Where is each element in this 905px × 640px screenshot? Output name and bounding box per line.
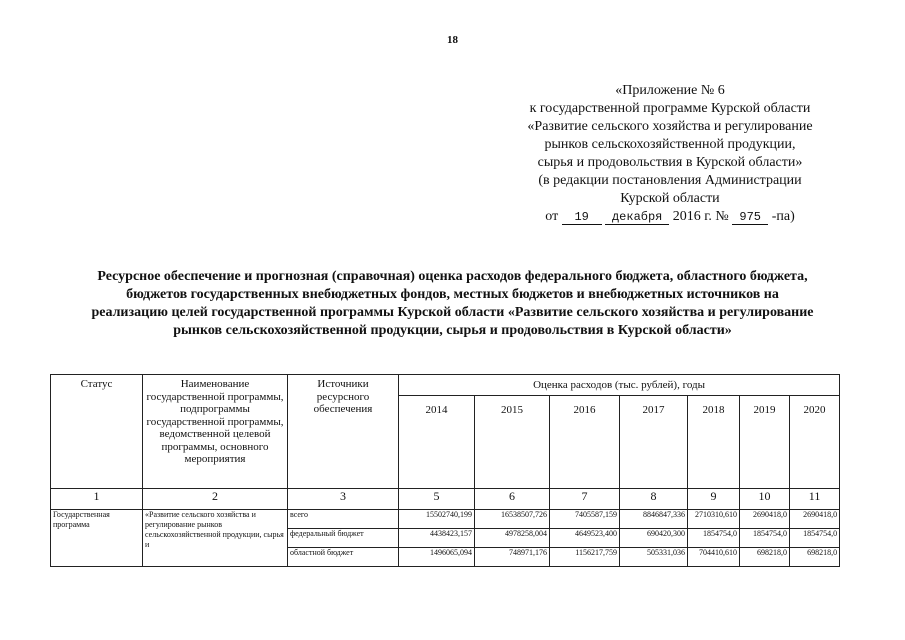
value-cell: 4649523,400 (550, 529, 620, 548)
date-prefix: от (545, 209, 559, 224)
column-number: 10 (740, 489, 790, 510)
appendix-date-line (505, 208, 835, 226)
column-number: 5 (399, 489, 475, 510)
value-cell: 7405587,159 (550, 510, 620, 529)
program-name-cell: «Развитие сельского хозяйства и регулирование рынков сельскохозяйственной продукции, сырья и (143, 510, 288, 567)
value-cell: 690420,300 (620, 529, 688, 548)
appendix-line: рынков сельскохозяйственной продукции, (544, 137, 796, 152)
header-sources: Источники ресурсного обеспечения (288, 375, 399, 489)
value-cell: 2690418,0 (740, 510, 790, 529)
document-suffix: -па) (771, 209, 795, 224)
header-row (51, 375, 840, 396)
header-year: 2014 (399, 396, 475, 489)
value-cell: 16538507,726 (475, 510, 550, 529)
value-cell: 698218,0 (790, 548, 840, 567)
source-cell: областной бюджет (288, 548, 399, 567)
appendix-line: Курской области (620, 191, 720, 206)
source-cell: федеральный бюджет (288, 529, 399, 548)
value-cell: 4438423,157 (399, 529, 475, 548)
header-year: 2018 (688, 396, 740, 489)
column-number: 9 (688, 489, 740, 510)
title-line: бюджетов государственных внебюджетных фондов, местных бюджетов и внебюджетных источников на (126, 287, 779, 302)
value-cell: 1854754,0 (688, 529, 740, 548)
title-line: реализацию целей государственной программы Курской области «Развитие сельского хозяйства и регулирование (91, 305, 814, 320)
value-cell: 1854754,0 (790, 529, 840, 548)
value-cell: 15502740,199 (399, 510, 475, 529)
value-cell: 1156217,759 (550, 548, 620, 567)
table-row (51, 510, 840, 529)
header-status: Статус (51, 375, 143, 489)
header-name: Наименование государственной программы, подпрограммы государственной программы, ведомственной целевой программы, основного мероприятия (143, 375, 288, 489)
column-number: 8 (620, 489, 688, 510)
column-number: 1 (51, 489, 143, 510)
resource-table (50, 374, 840, 567)
date-year: 2016 г. № (672, 209, 729, 224)
appendix-line: «Развитие сельского хозяйства и регулирование (527, 119, 813, 134)
header-year: 2020 (790, 396, 840, 489)
value-cell: 2710310,610 (688, 510, 740, 529)
appendix-line: к государственной программе Курской области (529, 101, 811, 116)
page-number: 18 (447, 34, 458, 46)
column-number: 11 (790, 489, 840, 510)
status-cell: Государственная программа (51, 510, 143, 567)
date-month: декабря (605, 211, 669, 225)
value-cell: 505331,036 (620, 548, 688, 567)
column-number: 2 (143, 489, 288, 510)
appendix-line: сырья и продовольствия в Курской области» (537, 155, 803, 170)
appendix-line: (в редакции постановления Администрации (538, 173, 802, 188)
source-cell: всего (288, 510, 399, 529)
header-year: 2016 (550, 396, 620, 489)
appendix-line: «Приложение № 6 (615, 83, 725, 98)
title-line: рынков сельскохозяйственной продукции, сырья и продовольствия в Курской области» (173, 323, 732, 338)
header-year: 2019 (740, 396, 790, 489)
date-day: 19 (562, 211, 602, 225)
appendix-block (505, 82, 835, 226)
column-number: 7 (550, 489, 620, 510)
value-cell: 704410,610 (688, 548, 740, 567)
value-cell: 8846847,336 (620, 510, 688, 529)
value-cell: 2690418,0 (790, 510, 840, 529)
header-year: 2015 (475, 396, 550, 489)
column-number-row (51, 489, 840, 510)
header-year: 2017 (620, 396, 688, 489)
value-cell: 1496065,094 (399, 548, 475, 567)
document-title (60, 268, 845, 340)
value-cell: 1854754,0 (740, 529, 790, 548)
column-number: 6 (475, 489, 550, 510)
title-line: Ресурсное обеспечение и прогнозная (справочная) оценка расходов федерального бюджета, областного бюджета, (97, 269, 808, 284)
value-cell: 698218,0 (740, 548, 790, 567)
header-estimate: Оценка расходов (тыс. рублей), годы (399, 375, 840, 396)
value-cell: 4978258,004 (475, 529, 550, 548)
column-number: 3 (288, 489, 399, 510)
value-cell: 748971,176 (475, 548, 550, 567)
document-number: 975 (732, 211, 768, 225)
